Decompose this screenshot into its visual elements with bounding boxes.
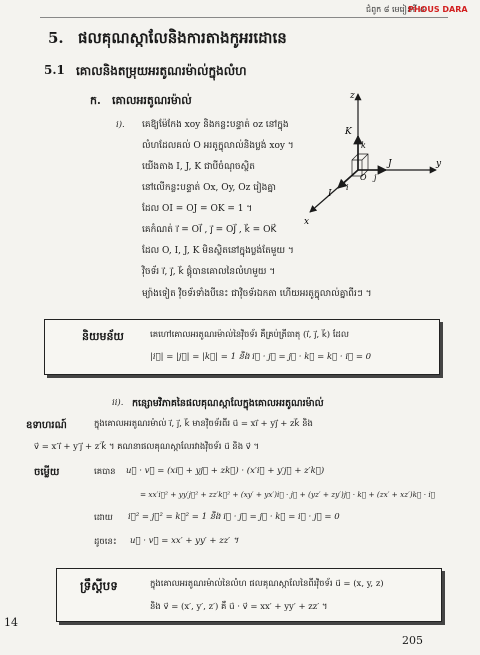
I-label: I bbox=[328, 189, 332, 199]
definition-line-1: គេហៅគោលអរតូណរម៉ាល់នៃវ៉ិចទ័រ គឺគ្រប់ត្រីធាតុ (i⃗, j⃗, k⃗) ដែល bbox=[150, 330, 350, 340]
part-a-label: ក. bbox=[90, 94, 101, 107]
solution-label: ចម្លើយ bbox=[34, 467, 60, 478]
page-number: 205 bbox=[402, 634, 423, 647]
part-a-line-6: ដែល O, I, J, K មិនស្ថិតនៅក្នុងប្លង់តែមួយ ។ bbox=[142, 246, 294, 256]
theorem-line-1: ក្នុងគោលអរតូណរម៉ាល់នៃលំហ ផលគុណស្កាលែនៃពីរវ៉ិចទ័រ u⃗ = (x, y, z) bbox=[150, 579, 384, 589]
side-number: 14 bbox=[4, 616, 18, 629]
part-a-line-8: ម្យ៉ាងទៀត វ៉ិចទ័រទាំងបីនេះ ជាវ៉ិចទ័រឯកតា ហើយអរតូក្នុលាល់គ្នាពីរៗ ។ bbox=[142, 289, 372, 299]
part-a-line-3: នៅលើកន្លះបន្ទាត់ Ox, Oy, Oz រៀងគ្នា bbox=[142, 183, 276, 193]
definition-box bbox=[44, 319, 440, 375]
i-label: i bbox=[346, 183, 349, 192]
solution-line-4: u⃗ · v⃗ = xx′ + yy′ + zz′ ។ bbox=[130, 536, 239, 546]
example-line-1: ក្នុងគោលអរតូណរម៉ាល់ i⃗, j⃗, k⃗ មានវ៉ិចទ័រពីរ u⃗ = xi⃗ + yj⃗ + zk⃗ និង bbox=[94, 419, 313, 429]
y-label: y bbox=[436, 159, 442, 169]
theorem-label: ទ្រឹស្តីបទ bbox=[80, 579, 118, 593]
solution-line-3: i⃗² = j⃗² = k⃗² = 1 និង i⃗ · j⃗ = j⃗ · k⃗ = i⃗ · j⃗ = 0 bbox=[128, 512, 340, 522]
part-a-line-5: គេកំណត់ i⃗ = OI⃗ , j⃗ = OJ⃗ , k⃗ = OK⃗ bbox=[142, 225, 277, 235]
solution-line-2: = xx′i⃗² + yy′j⃗² + zz′k⃗² + (xy′ + yx′)i⃗ · j⃗ + (yz′ + zy′)j⃗ · k⃗ + (zx′ + xz′)k⃗ · i⃗ bbox=[140, 490, 436, 499]
example-line-2: v⃗ = x′i⃗ + y′j⃗ + z′k⃗ ។ គណនាផលគុណស្កាលែរវាងវ៉ិចទ័រ u⃗ និង v⃗ ។ bbox=[34, 442, 260, 452]
j-label: j bbox=[374, 173, 377, 182]
subsection-title: គោលនិងតម្រុយអរតូណរម៉ាល់ក្នុងលំហ bbox=[76, 64, 247, 78]
subsection-number: 5.1 bbox=[44, 63, 65, 77]
example-label: ឧទាហរណ៍ bbox=[26, 420, 67, 431]
J-label: J bbox=[388, 159, 392, 169]
part-a-line-7: វ៉ិចទ័រ i⃗, j⃗, k⃗ ផ្ដុំបានគោលនៃលំហមួយ ។ bbox=[142, 267, 276, 277]
part-a-line-2: យើងតាង I, J, K ជាបីចំណុចស្ថិត bbox=[142, 162, 255, 172]
solution-line-1: u⃗ · v⃗ = (xi⃗ + yj⃗ + zk⃗) · (x′i⃗ + y′j⃗ + z′k⃗) bbox=[126, 466, 325, 476]
axes-figure bbox=[296, 88, 446, 228]
part-a-line-0: គេឱ្យម៉ែកែង xoy និងកន្លះបន្ទាត់ oz នៅក្នុង bbox=[142, 120, 289, 130]
part-ii-title: កន្សោមវិភាគនៃផលគុណស្កាលែក្នុងគោលអរតូណរម៉ាល់ bbox=[132, 398, 324, 409]
definition-label: និយមន័យ bbox=[82, 330, 124, 343]
solution-line-4-prefix: ដូចនេះ bbox=[94, 537, 117, 547]
definition-line-2: |i⃗| = |j⃗| = |k⃗| = 1 និង i⃗ · j⃗ = j⃗ · k⃗ = k⃗ · i⃗ = 0 bbox=[150, 352, 372, 362]
header-rule bbox=[40, 17, 448, 18]
item-i-label: i). bbox=[116, 120, 125, 130]
section-title: ផលគុណស្កាលែនិងការតាងកូអរដោនេ bbox=[78, 29, 287, 47]
section-number: 5. bbox=[48, 29, 64, 47]
z-label: z bbox=[350, 91, 355, 101]
K-label: K bbox=[345, 127, 352, 137]
solution-line-1-prefix: គេបាន bbox=[94, 467, 116, 477]
part-a-line-4: ដែល OI = OJ = OK = 1 ។ bbox=[142, 204, 253, 214]
k-label: k bbox=[361, 141, 366, 150]
part-a-title: គោលអរតូណរម៉ាល់ bbox=[112, 94, 192, 107]
solution-line-3-prefix: ដោយ bbox=[94, 513, 113, 523]
brand-watermark: PHOUS DARA bbox=[408, 5, 468, 14]
chapter-reference: ជំពូក ៨ មេរៀនទី ៥ bbox=[366, 5, 426, 14]
O-label: O bbox=[360, 173, 367, 182]
part-ii-label: ii). bbox=[112, 398, 124, 408]
x-label: x bbox=[304, 217, 310, 227]
part-a-line-1: លំហដែលគល់ O អរតូក្នុលាល់និងប្លង់ xoy ។ bbox=[142, 141, 294, 151]
theorem-line-2: និង v⃗ = (x′, y′, z′) គឺ u⃗ · v⃗ = xx′ + yy′ + zz′ ។ bbox=[150, 602, 328, 612]
